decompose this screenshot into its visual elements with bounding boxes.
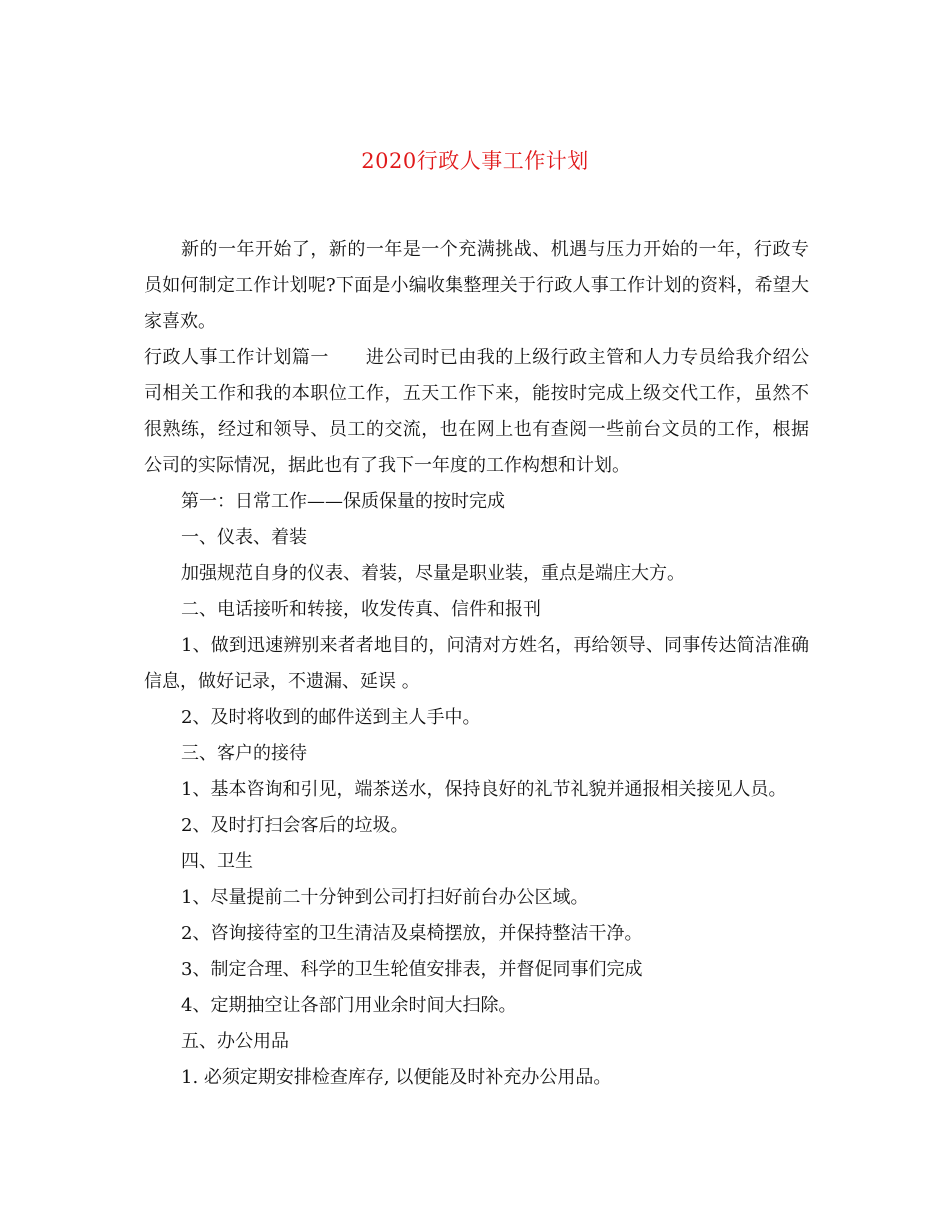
list-item-phone-2: 2、及时将收到的邮件送到主人手中。 (181, 707, 481, 728)
section-heading-office-supplies: 五、办公用品 (181, 1031, 289, 1052)
section-heading-appearance: 一、仪表、着装 (181, 527, 307, 548)
list-item-hygiene-1: 1、尽量提前二十分钟到公司打扫好前台办公区域。 (181, 887, 589, 908)
list-item-hygiene-3: 3、制定合理、科学的卫生轮值安排表，并督促同事们完成 (181, 959, 643, 980)
list-item-reception-2: 2、及时打扫会客后的垃圾。 (181, 815, 409, 836)
document-body (144, 232, 809, 1096)
list-item-phone-1: 1、做到迅速辨别来者者地目的，问清对方姓名，再给领导、同事传达简洁准确信息，做好记录，不遗漏、延误 。 (144, 635, 809, 692)
section-heading-phone: 二、电话接听和转接，收发传真、信件和报刊 (181, 599, 541, 620)
list-item-hygiene-2: 2、咨询接待室的卫生清洁及桌椅摆放，并保持整洁干净。 (181, 923, 643, 944)
paragraph-intro: 新的一年开始了，新的一年是一个充满挑战、机遇与压力开始的一年，行政专员如何制定工作计划呢?下面是小编收集整理关于行政人事工作计划的资料，希望大家喜欢。 (144, 239, 809, 332)
list-item-hygiene-4: 4、定期抽空让各部门用业余时间大扫除。 (181, 995, 517, 1016)
document-title: 2020行政人事工作计划 (361, 149, 589, 173)
paragraph-plan-one: 行政人事工作计划篇一 进公司时已由我的上级行政主管和人力专员给我介绍公司相关工作和我的本职位工作，五天工作下来，能按时完成上级交代工作，虽然不很熟练，经过和领导、员工的交流，也在网上也有查阅一些前台文员的工作，根据公司的实际情况，据此也有了我下一年度的工作构想和计划。 (144, 347, 809, 476)
section-heading-reception: 三、客户的接待 (181, 743, 307, 764)
list-item-reception-1: 1、基本咨询和引见，端茶送水，保持良好的礼节礼貌并通报相关接见人员。 (181, 779, 787, 800)
section-heading-daily-work: 第一：日常工作——保质保量的按时完成 (181, 491, 505, 512)
list-item-office-supplies-1: 1. 必须定期安排检查库存, 以便能及时补充办公用品。 (181, 1067, 612, 1088)
section-heading-hygiene: 四、卫生 (181, 851, 253, 872)
paragraph-appearance: 加强规范自身的仪表、着装，尽量是职业装，重点是端庄大方。 (181, 563, 685, 584)
